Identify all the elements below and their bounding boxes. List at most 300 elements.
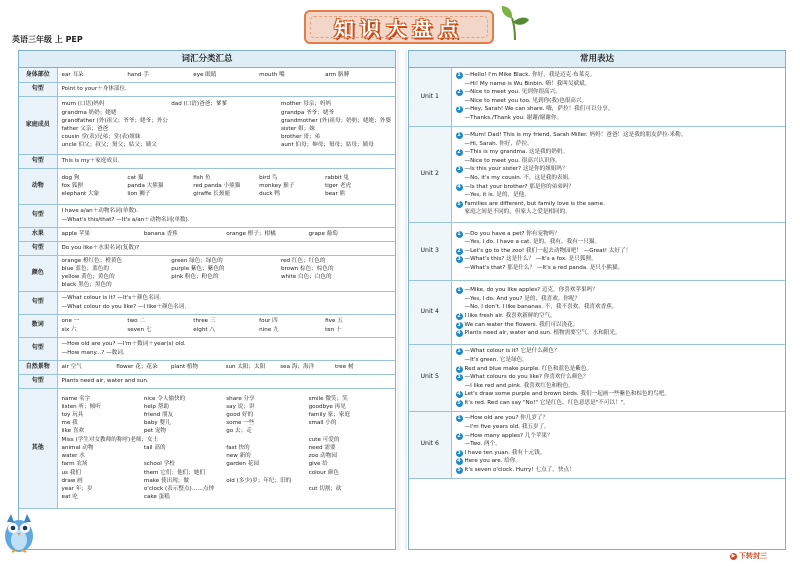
vocab-row — [19, 337, 395, 360]
vocab-word — [281, 281, 391, 289]
vocab-word: white 白色；白色的 — [280, 274, 332, 280]
vocab-word: giraffe 长颈鹿 — [193, 191, 230, 198]
vocab-word: goodbye 再见 — [308, 403, 346, 410]
vocab-category: 家庭成员 — [19, 96, 57, 154]
expression-text: —Yes, I do. I have a cat. 是的，我有。我有一只猫。 — [464, 239, 601, 246]
number-badge — [456, 441, 463, 448]
number-badge — [456, 81, 463, 88]
vocab-word: good 好的 — [226, 412, 254, 419]
unit-expressions — [451, 344, 785, 411]
expression-line — [456, 329, 782, 338]
vocab-category: 身体部位 — [19, 68, 57, 82]
expression-text: —Hi, Sarah. 你好，萨拉。 — [464, 140, 533, 147]
vocab-word: monkey 猴子 — [259, 182, 295, 189]
vocab-section-title: 词汇分类汇总 — [19, 51, 395, 68]
expression-line — [456, 208, 782, 217]
expression-line — [456, 80, 782, 89]
vocab-word: purple 紫色；紫色的 — [171, 265, 225, 272]
vocab-content — [57, 68, 395, 82]
vocab-category: 句型 — [19, 204, 57, 227]
vocab-word: help 帮助 — [143, 403, 169, 410]
vocab-word: year 年；岁 — [61, 485, 93, 492]
vocab-category: 动物 — [19, 168, 57, 204]
vocab-content — [57, 255, 395, 291]
expression-line — [456, 432, 782, 441]
unit-expressions — [451, 126, 785, 222]
vocab-word: sun 太阳；太阳 — [225, 363, 266, 370]
number-badge: 4 — [457, 330, 461, 337]
expression-line — [456, 414, 782, 423]
vocab-word: blue 蓝色；蓝色的 — [61, 265, 109, 272]
vocab-content — [57, 388, 395, 508]
vocab-word: baby 婴儿 — [143, 420, 171, 427]
vocab-word — [144, 436, 226, 444]
vocab-word: cake 蛋糕 — [143, 494, 170, 501]
expression-text: —Thanks./Thank you. 谢谢/谢谢你。 — [464, 114, 563, 121]
expression-text: 家庭之间是不同的，但家人之爱是相同的。 — [464, 209, 571, 216]
expression-line — [456, 247, 782, 256]
expression-line — [456, 303, 782, 312]
page-title-banner — [304, 10, 494, 44]
vocab-category: 自然景物 — [19, 360, 57, 374]
vocab-content — [57, 96, 395, 154]
expression-text: —Hi! My name is Wu Binbin. 嗨！我叫吴斌斌。 — [464, 80, 591, 87]
vocab-word — [309, 477, 391, 485]
next-page-link[interactable] — [730, 551, 767, 561]
vocab-word: say 说；讲 — [226, 403, 255, 410]
expression-text: —I'm five years old. 我五岁了。 — [464, 424, 550, 431]
vocab-word: nine 九 — [259, 326, 279, 333]
vocab-word: grape 葡萄 — [308, 230, 338, 237]
unit-label: Unit 2 — [409, 126, 451, 222]
number-badge: 5 — [457, 200, 461, 207]
unit-expressions — [451, 280, 785, 344]
expression-text: —What colours do you like? 你喜欢什么颜色？ — [464, 374, 589, 381]
vocab-content — [57, 337, 395, 360]
vocab-word: ten 十 — [325, 326, 342, 333]
vocab-word: fish 鱼 — [193, 174, 211, 181]
vocab-word: make 使出现；做 — [143, 477, 189, 484]
expression-line — [456, 466, 782, 475]
expression-line — [456, 148, 782, 157]
vocab-word: friend 朋友 — [143, 412, 174, 419]
expression-line — [456, 88, 782, 97]
vocab-word — [171, 141, 281, 149]
number-badge — [456, 115, 463, 122]
vocab-word: brother 哥；弟 — [280, 134, 321, 141]
vocab-category: 句型 — [19, 154, 57, 168]
vocab-row — [19, 255, 395, 291]
vocab-word: lion 狮子 — [127, 191, 151, 198]
vocab-row — [19, 96, 395, 154]
vocab-word: aunt 伯母；婶母；舅母；姑母；姨母 — [280, 142, 374, 149]
vocab-word: old (多少)岁；年纪；旧的 — [226, 477, 292, 484]
expression-line — [456, 356, 782, 365]
sentence-pattern: Do you like＋水果名词(复数)? — [61, 244, 140, 251]
vocab-category: 句型 — [19, 337, 57, 360]
number-badge — [456, 304, 463, 311]
expression-text: —What's that? 那是什么？ —It's a red panda. 是只小熊猫。 — [464, 264, 624, 271]
expression-text: —Nice to meet you too. 见到你(我)也很高兴。 — [464, 97, 588, 104]
number-badge: 1 — [457, 71, 461, 78]
vocab-content — [57, 82, 395, 96]
vocab-word: name 名字 — [61, 395, 91, 402]
vocab-word: banana 香蕉 — [143, 230, 178, 237]
vocab-word: uncle 伯父；叔父；舅父；姑父；姨父 — [61, 142, 157, 149]
unit-label: Unit 6 — [409, 411, 451, 478]
vocab-word: cousin 堂(表)兄弟；堂(表)姐妹 — [61, 134, 141, 141]
vocab-word: bird 鸟 — [259, 174, 278, 181]
expression-line — [456, 440, 782, 449]
vocab-word: tall 高的 — [143, 444, 166, 451]
expression-text: Here you are. 给你。 — [464, 458, 521, 465]
expressions-panel — [408, 50, 786, 550]
vocab-word: toy 玩具 — [61, 412, 84, 419]
vocab-row — [19, 204, 395, 227]
expression-text: —Hello! I'm Mike Black. 你好，我是迈克·布莱克。 — [464, 71, 596, 78]
vocab-word: eat 吃 — [61, 494, 78, 501]
expression-text: —Yes, it is. 是的，是他。 — [464, 192, 530, 199]
vocab-row — [19, 241, 395, 255]
vocab-word: three 三 — [193, 318, 216, 325]
arrow-right-icon: ▶ — [731, 552, 736, 559]
vocab-word: dog 狗 — [61, 174, 80, 181]
expression-text: Let's draw some purple and brown birds. 我们一起画一些紫色和棕色的鸟吧。 — [464, 391, 670, 398]
page-header — [0, 0, 800, 52]
vocab-word: Miss (学生对女教师的称呼)老师；女士 — [61, 436, 159, 443]
vocab-word: smile 微笑；笑 — [308, 395, 348, 402]
expression-line — [456, 131, 782, 140]
vocab-word: like 喜欢 — [61, 428, 85, 435]
vocab-content — [57, 374, 395, 388]
expression-line — [456, 238, 782, 247]
vocab-word: family 家；家庭 — [308, 412, 351, 419]
expression-text: —Nice to meet you. 很高兴认识你。 — [464, 157, 561, 164]
vocab-word: grandmother (外)祖母；奶奶；姥姥；外婆 — [280, 117, 391, 124]
sentence-pattern: This is my＋家庭成员. — [61, 157, 120, 164]
vocab-word: one 一 — [61, 318, 80, 325]
vocab-word: four 四 — [259, 318, 278, 325]
vocab-word: new 新的 — [226, 453, 251, 460]
expression-text: —What's this? 这是什么？ —It's a fox. 是只狐狸。 — [464, 256, 597, 263]
vocab-word: air 空气 — [61, 363, 82, 370]
expression-line — [456, 423, 782, 432]
unit-row — [409, 222, 785, 280]
expression-text: —Is this your sister? 这是你的姐姐吗？ — [464, 166, 568, 173]
vocab-row — [19, 374, 395, 388]
vocab-row — [19, 82, 395, 96]
vocab-content — [57, 360, 395, 374]
vocab-row — [19, 154, 395, 168]
vocab-word: share 分享 — [226, 395, 255, 402]
expression-line — [456, 105, 782, 114]
vocab-content — [57, 291, 395, 314]
vocab-word: arm 胳膊 — [325, 71, 350, 78]
vocab-category: 句型 — [19, 291, 57, 314]
expression-line — [456, 286, 782, 295]
vocab-word: flower 花；花朵 — [116, 363, 158, 370]
vocab-word: fast 快的 — [226, 444, 250, 451]
expression-line — [456, 255, 782, 264]
vocab-word: water 水 — [61, 453, 85, 460]
expression-text: —Nice to meet you. 见到你很高兴。 — [464, 89, 561, 96]
vocab-word: school 学校 — [143, 461, 175, 468]
vocab-word: us 我们 — [61, 469, 81, 476]
vocab-word: eye 眼睛 — [193, 71, 217, 78]
vocab-row — [19, 360, 395, 374]
vocab-word: zoo 动物园 — [308, 453, 337, 460]
expression-line — [456, 347, 782, 356]
expression-text: Red and blue make purple. 红色和蓝色是紫色。 — [464, 365, 593, 372]
expression-line — [456, 183, 782, 192]
sentence-pattern: Plants need air, water and sun. — [61, 377, 149, 384]
expression-text: —How many apples? 几个苹果？ — [464, 432, 553, 439]
book-spine — [397, 50, 407, 550]
vocab-row — [19, 227, 395, 241]
vocab-category: 数词 — [19, 314, 57, 337]
vocab-word: listen 听；倾听 — [61, 403, 101, 410]
vocab-content — [57, 168, 395, 204]
vocab-word: mother 母亲；妈妈 — [280, 101, 332, 108]
number-badge: 1 — [457, 230, 461, 237]
expression-line — [456, 373, 782, 382]
expression-text: —Mum! Dad! This is my friend, Sarah Miller. 妈妈！爸爸！这是我的朋友萨拉·米勒。 — [464, 132, 687, 139]
expression-line — [456, 449, 782, 458]
vocab-category: 水果 — [19, 227, 57, 241]
number-badge: 1 — [457, 287, 461, 294]
unit-expressions — [451, 411, 785, 478]
vocab-word — [226, 469, 308, 477]
number-badge: 2 — [457, 432, 461, 439]
vocab-word: red panda 小熊猫 — [193, 182, 241, 189]
vocab-word: yellow 黄色；黄色的 — [61, 274, 115, 280]
vocab-word: dad (口语)爸爸；爹爹 — [171, 101, 228, 108]
number-badge: 5 — [457, 466, 461, 473]
vocab-word: some 一些 — [226, 420, 255, 427]
vocab-word: cut 切割；砍 — [308, 485, 342, 492]
number-badge: 4 — [457, 458, 461, 465]
unit-row — [409, 126, 785, 222]
expression-line — [456, 399, 782, 408]
number-badge: 5 — [457, 399, 461, 406]
expression-text: —Hey, Sarah! We can share. 嗨，萨拉！我们可以分享。 — [464, 106, 614, 113]
sprout-icon — [500, 4, 530, 40]
expression-line — [456, 312, 782, 321]
sentence-pattern: —How old are you? —I'm＋数词＋year(s) old. — [61, 341, 186, 348]
expression-line — [456, 382, 782, 391]
vocab-word: pet 宠物 — [143, 428, 167, 435]
vocab-content — [57, 154, 395, 168]
number-badge: 3 — [457, 449, 461, 456]
vocab-word: two 二 — [127, 318, 145, 325]
number-badge: 3 — [457, 106, 461, 113]
number-badge: 3 — [457, 166, 461, 173]
vocab-content — [57, 314, 395, 337]
expression-text: We can water the flowers. 我们可以浇花。 — [464, 321, 579, 328]
number-badge — [456, 209, 463, 216]
vocab-word: fox 狐狸 — [61, 182, 83, 189]
number-badge: 3 — [457, 256, 461, 263]
vocab-word: mouth 嘴 — [259, 71, 285, 78]
vocab-word — [309, 427, 391, 435]
number-badge: 1 — [457, 415, 461, 422]
vocab-word: colour 颜色 — [308, 469, 339, 476]
vocab-word — [171, 281, 281, 289]
vocab-word: green 绿色；绿色的 — [171, 257, 223, 264]
vocab-row — [19, 314, 395, 337]
vocab-word: seven 七 — [127, 326, 152, 333]
vocab-word: them 它们；他们；她们 — [143, 469, 206, 476]
expression-line — [456, 365, 782, 374]
number-badge: 2 — [457, 365, 461, 372]
number-badge: 4 — [457, 183, 461, 190]
vocab-word — [226, 436, 308, 444]
sentence-pattern: Point to your＋身体部位. — [61, 85, 127, 92]
vocab-word: orange 橙红色；橙黄色 — [61, 257, 123, 264]
vocab-word: sister 姐；妹 — [280, 126, 315, 132]
expression-line — [456, 157, 782, 166]
vocab-content — [57, 241, 395, 255]
expression-line — [456, 174, 782, 183]
expression-line — [456, 230, 782, 239]
vocab-word — [171, 133, 281, 141]
number-badge: 1 — [457, 132, 461, 139]
sentence-pattern: —What colour is it? —It's＋颜色名词. — [61, 295, 162, 302]
number-badge — [456, 175, 463, 182]
number-badge — [456, 98, 463, 105]
expression-text: —What colour is it? 它是什么颜色？ — [464, 348, 560, 355]
number-badge: 2 — [457, 89, 461, 96]
vocab-category: 颜色 — [19, 255, 57, 291]
expression-text: —Mike, do you like apples? 迈克，你喜欢苹果吗？ — [464, 287, 598, 294]
expression-text: I like fresh air. 我喜欢新鲜的空气。 — [464, 313, 556, 319]
expression-line — [456, 165, 782, 174]
expression-text: —This is my grandma. 这是我的奶奶。 — [464, 149, 569, 156]
vocab-content — [57, 204, 395, 227]
expression-text: —It's green. 它是绿色。 — [464, 357, 528, 364]
vocab-word: go 去；走 — [226, 428, 252, 435]
vocab-category: 句型 — [19, 82, 57, 96]
vocab-word: apple 苹果 — [61, 230, 90, 237]
unit-row — [409, 68, 785, 126]
grade-label: 英语三年级 上 PEP — [12, 35, 83, 44]
expressions-section-title: 常用表达 — [409, 51, 785, 68]
vocab-word: grandpa 爷爷；姥爷 — [280, 109, 335, 116]
number-badge — [456, 141, 463, 148]
vocab-word: rabbit 兔 — [325, 174, 350, 181]
expression-line — [456, 140, 782, 149]
vocab-word: black 黑色；黑色的 — [61, 282, 112, 289]
number-badge: 1 — [457, 348, 461, 355]
vocab-word: small 小的 — [308, 420, 337, 427]
vocab-row — [19, 291, 395, 314]
vocab-word: animal 动物 — [61, 444, 94, 451]
number-badge: 2 — [457, 149, 461, 156]
vocab-word — [226, 485, 308, 493]
vocab-word: six 六 — [61, 326, 77, 333]
vocab-row — [19, 168, 395, 204]
expression-line — [456, 295, 782, 304]
number-badge — [456, 158, 463, 165]
vocab-word: bear 熊 — [325, 191, 346, 198]
page-title: 知识大盘点 — [334, 16, 464, 41]
expression-line — [456, 191, 782, 200]
vocab-word: five 五 — [325, 318, 343, 325]
vocab-category: 句型 — [19, 241, 57, 255]
unit-label: Unit 4 — [409, 280, 451, 344]
number-badge: 4 — [457, 391, 461, 398]
unit-label: Unit 3 — [409, 222, 451, 280]
vocab-word: sea 海；海洋 — [280, 363, 315, 370]
vocab-word: orange 橙子；柑橘 — [226, 230, 276, 237]
number-badge — [456, 383, 463, 390]
expressions-table — [409, 68, 785, 479]
vocab-word: give 给 — [308, 461, 328, 468]
vocab-word: me 我 — [61, 420, 78, 427]
expression-text: —I like red and pink. 我喜欢红色和粉色。 — [464, 382, 574, 389]
vocab-word: brown 棕色；棕色的 — [280, 265, 334, 272]
vocab-word: grandfather (外)祖父；爷爷；姥爷；外公 — [61, 117, 169, 124]
vocab-word: tree 树 — [334, 363, 354, 370]
number-badge: 3 — [457, 374, 461, 381]
vocab-word: garden 花园 — [226, 461, 259, 468]
number-badge: 2 — [457, 313, 461, 319]
sentence-pattern: —What colour do you like? —I like＋颜色名词. — [61, 303, 187, 310]
next-page-label: 下转封三 — [739, 552, 767, 560]
number-badge — [456, 265, 463, 272]
vocab-word: draw 画 — [61, 477, 83, 484]
expression-line — [456, 71, 782, 80]
vocab-panel — [18, 50, 396, 550]
vocab-word: grandma 奶奶；姥姥 — [61, 109, 117, 116]
vocab-word: ear 耳朵 — [61, 71, 84, 78]
owl-mascot-icon — [2, 508, 36, 554]
vocab-row — [19, 68, 395, 82]
vocab-word: o'clock (表示整点)……点钟 — [143, 485, 215, 492]
unit-expressions — [451, 68, 785, 126]
expression-line — [456, 457, 782, 466]
vocab-word: duck 鸭 — [259, 191, 280, 198]
vocab-word: farm 农场 — [61, 461, 88, 468]
expression-text: It's red. Red can say "No!" 它是红色。红色意思是"不可以！"。 — [464, 399, 629, 406]
number-badge — [456, 424, 463, 431]
vocab-word — [171, 125, 281, 133]
vocab-word — [144, 452, 226, 460]
vocab-row — [19, 388, 395, 508]
number-badge: 2 — [457, 247, 461, 254]
expression-line — [456, 321, 782, 330]
expression-text: I have ten yuan. 我有十元钱。 — [464, 449, 546, 456]
expression-text: —Is that your brother? 那是你的弟弟吗？ — [464, 183, 575, 190]
vocab-word: elephant 大象 — [61, 191, 100, 198]
expression-text: Plants need air, water and sun. 植物需要空气、水和阳光。 — [464, 330, 621, 337]
vocab-word: hand 手 — [127, 71, 149, 78]
vocab-category: 句型 — [19, 374, 57, 388]
vocab-word: mum (口语)妈妈 — [61, 101, 105, 108]
expression-line — [456, 390, 782, 399]
vocab-word — [171, 109, 281, 117]
expression-text: —Do you have a pet? 你有宠物吗？ — [464, 230, 560, 237]
vocab-word: tiger 老虎 — [325, 182, 352, 189]
expression-text: —Two. 两个。 — [464, 441, 501, 448]
number-badge — [456, 239, 463, 246]
unit-row — [409, 280, 785, 344]
expression-text: —Let's go to the zoo! 我们一起去动物园吧！ —Great! 太好了！ — [464, 247, 632, 254]
vocab-word: cat 猫 — [127, 174, 144, 181]
expression-text: —Yes, I do. And you? 是的，我喜欢。你呢？ — [464, 295, 581, 302]
vocab-word: father 父亲；爸爸 — [61, 126, 109, 132]
vocab-content — [57, 227, 395, 241]
